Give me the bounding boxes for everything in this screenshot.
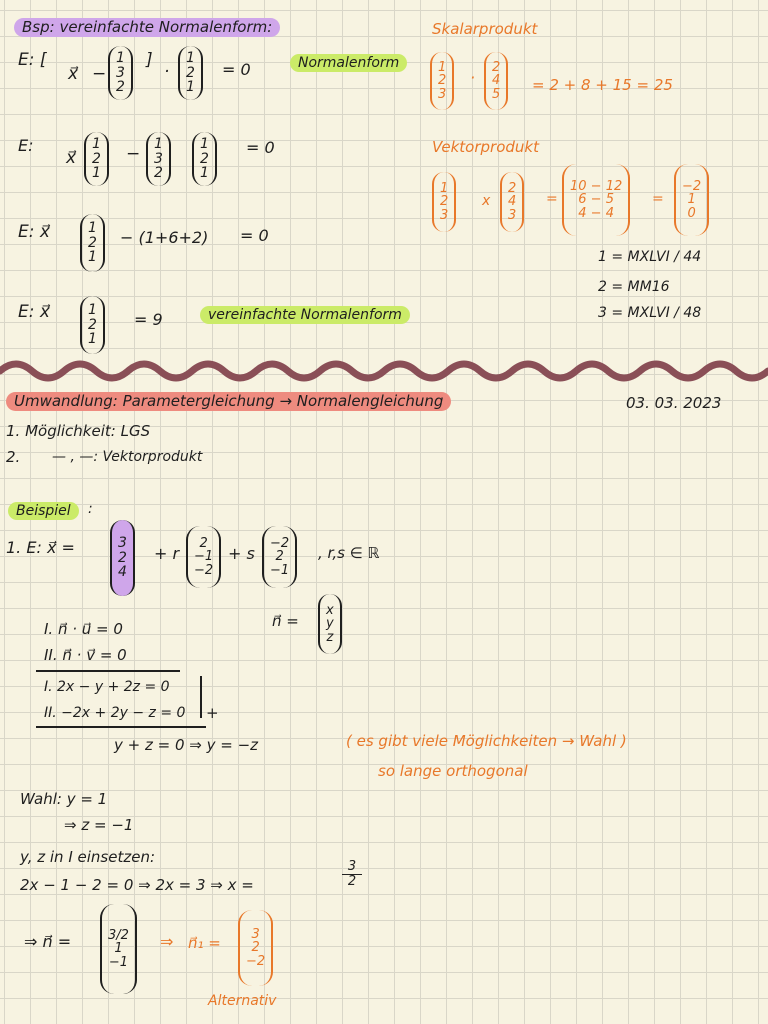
alternative-normal-label: n⃗₁ = xyxy=(188,934,221,952)
eq4-vector: 1 2 1 xyxy=(80,296,105,354)
support-vector: 3 2 4 xyxy=(110,520,135,596)
eq2-vector-1: 1 2 1 xyxy=(84,132,109,186)
note-line-3: 3 = MXLVI / 48 xyxy=(598,305,702,321)
solve-x: 2x − 1 − 2 = 0 ⇒ 2x = 3 ⇒ x = xyxy=(20,876,254,894)
fraction-3-2: 3 2 xyxy=(342,860,362,890)
choice-z: ⇒ z = −1 xyxy=(64,816,134,834)
underline-system xyxy=(36,726,206,728)
vektorprodukt-title: Vektorprodukt xyxy=(432,138,539,156)
alternativ-caption: Alternativ xyxy=(208,993,277,1009)
direction-vector-v: −2 2 −1 xyxy=(262,526,297,588)
kreuz-vector-2: 2 4 3 xyxy=(500,172,524,232)
kreuz-times: x xyxy=(482,193,491,209)
sum-result: y + z = 0 ⇒ y = −z xyxy=(114,736,259,754)
kreuz-vector-1: 1 2 3 xyxy=(432,172,456,232)
system-eq-1: I. 2x − y + 2z = 0 xyxy=(44,679,170,695)
skalar-dot: · xyxy=(470,68,476,87)
kreuz-equals-1: = xyxy=(546,191,558,207)
eq2-vector-2: 1 3 2 xyxy=(146,132,171,186)
note-orthogonal: so lange orthogonal xyxy=(378,762,528,780)
eq1-dot: · xyxy=(164,62,170,82)
eq1-close-bracket: ] xyxy=(146,50,153,70)
eq2-rhs: = 0 xyxy=(246,138,275,157)
r-term: + r xyxy=(154,544,180,563)
skalar-result: = 2 + 8 + 15 = 25 xyxy=(532,76,673,94)
kreuz-vector-4: −2 1 0 xyxy=(674,164,709,236)
eq3-rhs: = 0 xyxy=(240,226,269,245)
eq1-minus: − xyxy=(92,64,107,84)
addition-plus: + xyxy=(206,704,219,722)
option-2-text: — , —: Vektorprodukt xyxy=(52,449,203,465)
underline-conditions xyxy=(36,670,180,672)
addition-bar xyxy=(200,676,202,718)
condition-1: I. n⃗ · u⃗ = 0 xyxy=(44,620,123,638)
example-heading: Bsp: vereinfachte Normalenform: xyxy=(14,18,280,37)
skalar-vector-2: 2 4 5 xyxy=(484,52,508,110)
eq3-prefix: E: x⃗ xyxy=(18,222,50,242)
substitute-text: y, z in I einsetzen: xyxy=(20,848,156,866)
note-many-options: ( es gibt viele Möglichkeiten → Wahl ) xyxy=(346,732,627,750)
eq1-rhs: = 0 xyxy=(222,60,251,79)
kreuz-vector-3: 10 − 12 6 − 5 4 − 4 xyxy=(562,164,630,236)
system-eq-2: II. −2x + 2y − z = 0 xyxy=(44,705,186,721)
wavy-divider xyxy=(0,353,768,387)
s-term: + s xyxy=(228,544,255,563)
skalarprodukt-title: Skalarprodukt xyxy=(432,20,538,38)
eq3-rest: − (1+6+2) xyxy=(120,228,209,247)
eq4-rhs: = 9 xyxy=(134,310,163,329)
normalenform-tag: Normalenform xyxy=(290,54,407,72)
condition-2: II. n⃗ · v⃗ = 0 xyxy=(44,646,127,664)
alternative-arrow: ⇒ xyxy=(160,932,174,951)
eq1-x-vector: x⃗ xyxy=(68,64,79,84)
date: 03. 03. 2023 xyxy=(626,394,722,412)
eq1-vector-2: 1 2 1 xyxy=(178,46,203,100)
alternative-normal-vector: 3 2 −2 xyxy=(238,910,273,986)
beispiel-tag: Beispiel xyxy=(8,502,79,520)
direction-vector-u: 2 −1 −2 xyxy=(186,526,221,588)
normal-vector-result-label: ⇒ n⃗ = xyxy=(24,932,72,951)
choice-y: Wahl: y = 1 xyxy=(20,790,108,808)
eq4-prefix: E: x⃗ xyxy=(18,302,50,322)
skalar-vector-1: 1 2 3 xyxy=(430,52,454,110)
eq1-prefix: E: [ xyxy=(18,50,47,70)
kreuz-equals-2: = xyxy=(652,191,664,207)
eq1-vector-1: 1 3 2 xyxy=(108,46,133,100)
vereinfachte-normalenform-tag: vereinfachte Normalenform xyxy=(200,306,410,324)
normal-vector-unknown: x y z xyxy=(318,594,342,654)
option-1: 1. Möglichkeit: LGS xyxy=(6,422,151,440)
parameter-domain: , r,s ∈ ℝ xyxy=(318,544,380,562)
eq3-vector: 1 2 1 xyxy=(80,214,105,272)
param-eq-prefix: 1. E: x⃗ = xyxy=(6,538,75,557)
eq2-x-vector: x⃗ xyxy=(66,148,77,168)
note-line-2: 2 = MM16 xyxy=(598,279,670,295)
umwandlung-heading: Umwandlung: Parametergleichung → Normalengleichung xyxy=(6,392,451,411)
eq2-vector-3: 1 2 1 xyxy=(192,132,217,186)
note-line-1: 1 = MXLVI / 44 xyxy=(598,249,702,265)
normal-vector-result: 3/2 1 −1 xyxy=(100,904,137,994)
beispiel-colon: : xyxy=(88,501,93,517)
eq2-minus: − xyxy=(126,144,141,164)
eq2-prefix: E: xyxy=(18,136,34,155)
normal-vector-label: n⃗ = xyxy=(272,612,299,630)
option-2-number: 2. xyxy=(6,448,21,466)
